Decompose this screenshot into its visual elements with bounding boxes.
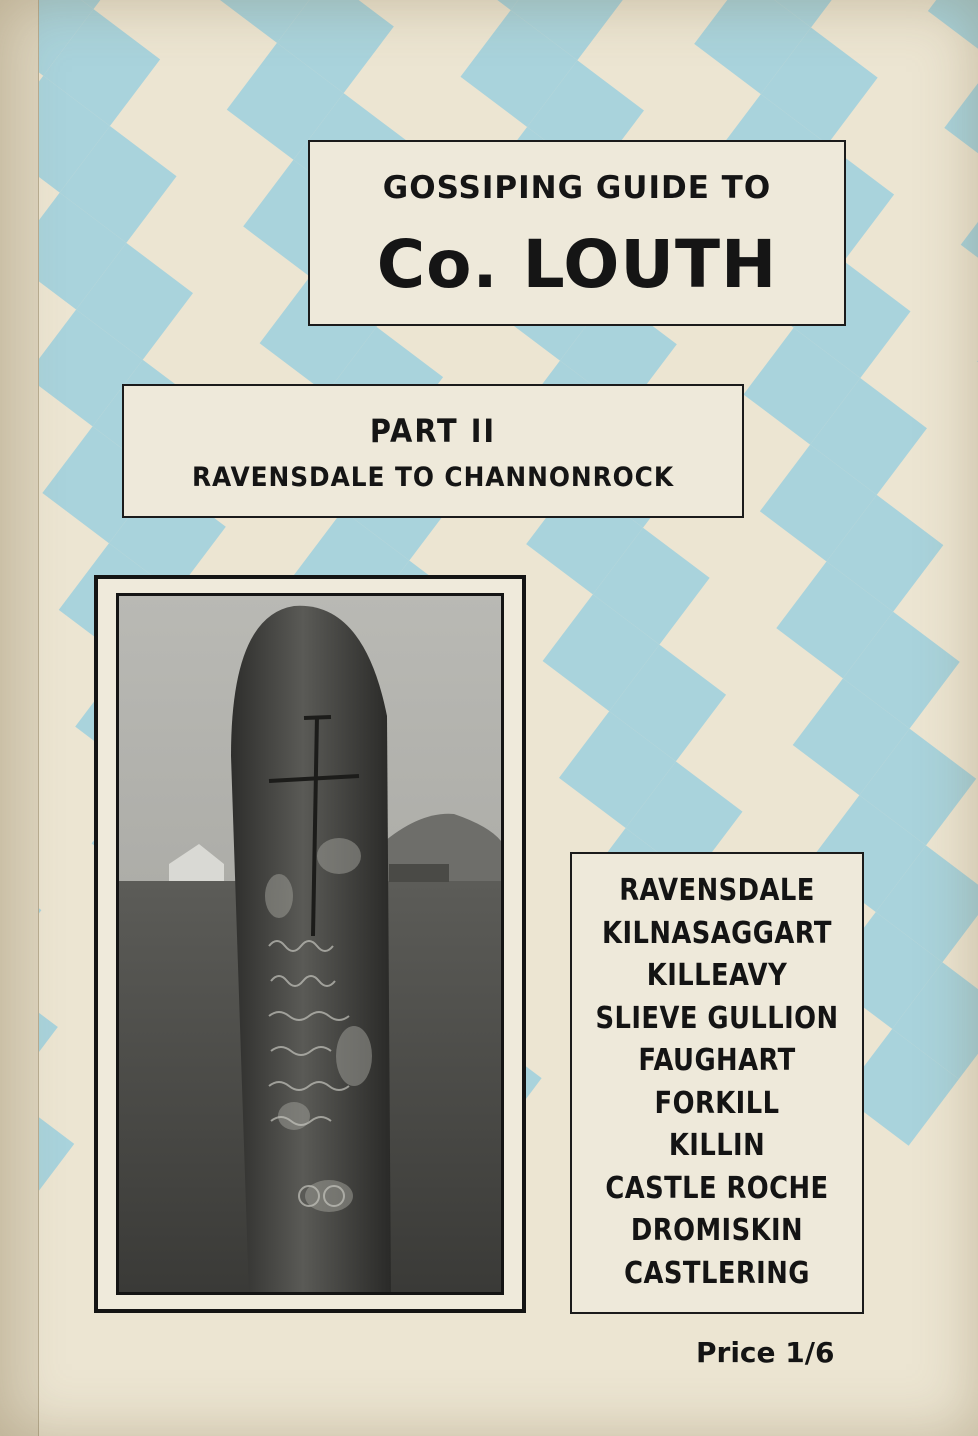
place-item: CASTLERING (624, 1255, 810, 1291)
spine-edge (0, 0, 39, 1436)
part-subtitle: RAVENSDALE TO CHANNONROCK (192, 462, 674, 493)
place-item: SLIEVE GULLION (595, 1000, 839, 1036)
place-item: CASTLE ROCHE (605, 1170, 829, 1206)
photo-illustration (119, 596, 501, 1292)
price-label: Price 1/6 (696, 1336, 835, 1369)
trees (389, 864, 449, 882)
standing-stone-photo (116, 593, 504, 1295)
place-item: KILLEAVY (646, 958, 788, 993)
title-line-1: GOSSIPING GUIDE TO (382, 170, 772, 206)
photo-frame (94, 575, 526, 1313)
blue-diamond (920, 0, 978, 69)
title-panel (308, 140, 846, 326)
place-item: KILLIN (668, 1128, 766, 1163)
title-line-2: Co. LOUTH (376, 226, 778, 303)
place-item: RAVENSDALE (619, 873, 815, 908)
places-panel (570, 852, 864, 1314)
place-item: KILNASAGGART (602, 915, 832, 951)
place-item: FAUGHART (638, 1043, 796, 1078)
blue-diamond (936, 53, 978, 186)
place-item: DROMISKIN (630, 1213, 804, 1248)
blue-diamond (969, 287, 978, 420)
blue-diamond (953, 170, 978, 303)
part-panel (122, 384, 744, 518)
part-label: PART II (369, 412, 497, 450)
place-item: FORKILL (654, 1085, 780, 1121)
places-list (572, 870, 862, 1295)
